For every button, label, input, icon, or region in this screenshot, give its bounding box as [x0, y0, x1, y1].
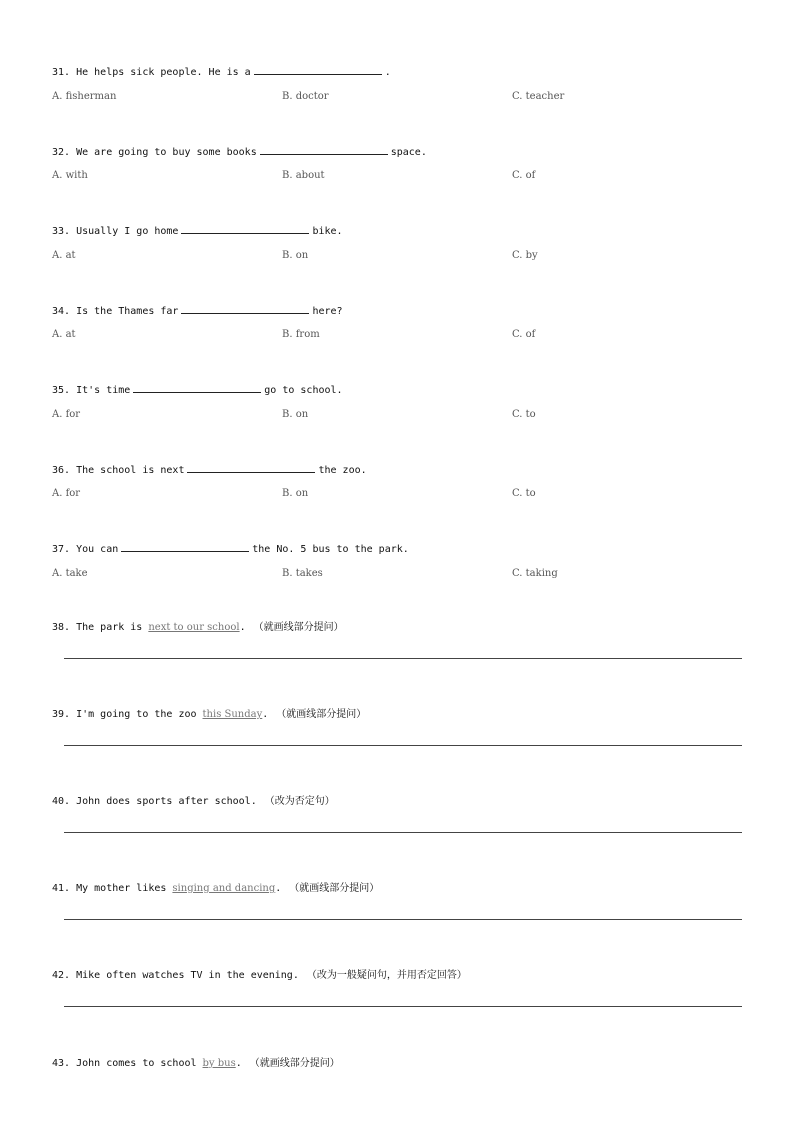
question-text: You can — [76, 544, 119, 555]
question-text: The park is — [76, 622, 149, 633]
question-text: It's time — [76, 385, 131, 396]
option-b[interactable]: B. about — [282, 170, 325, 181]
option-a[interactable]: A. fisherman — [52, 91, 117, 102]
answer-blank[interactable] — [254, 64, 382, 75]
option-c[interactable]: C. of — [512, 329, 536, 340]
question-40 — [52, 795, 335, 809]
underlined-part: singing and dancing — [172, 883, 276, 894]
answer-blank[interactable] — [181, 303, 309, 314]
question-text-after: space. — [390, 147, 427, 158]
question-text-after: . — [235, 1058, 242, 1069]
answer-blank[interactable] — [187, 462, 315, 473]
question-text: John does sports after school. — [76, 796, 257, 807]
question-34 — [52, 303, 343, 319]
question-number: 43. — [52, 1058, 71, 1069]
answer-blank[interactable] — [260, 144, 388, 155]
option-b[interactable]: B. on — [282, 250, 309, 261]
instruction: （就画线部分提问） — [249, 1058, 340, 1069]
question-text: He helps sick people. He is a — [76, 67, 251, 78]
option-c[interactable]: C. of — [512, 170, 536, 181]
question-number: 37. — [52, 544, 71, 555]
instruction: （就画线部分提问） — [253, 622, 344, 633]
answer-line[interactable] — [64, 832, 742, 833]
option-c[interactable]: C. to — [512, 409, 536, 420]
question-number: 32. — [52, 147, 71, 158]
underlined-part: this Sunday — [202, 709, 263, 720]
question-number: 33. — [52, 226, 71, 237]
option-a[interactable]: A. for — [52, 488, 81, 499]
question-42 — [52, 969, 467, 983]
option-b[interactable]: B. takes — [282, 568, 323, 579]
option-b[interactable]: B. on — [282, 409, 309, 420]
answer-blank[interactable] — [181, 223, 309, 234]
instruction: （改为否定句） — [264, 796, 335, 807]
question-text-after: bike. — [312, 226, 343, 237]
question-text: John comes to school — [76, 1058, 203, 1069]
option-b[interactable]: B. on — [282, 488, 309, 499]
question-text-after: . — [275, 883, 282, 894]
option-c[interactable]: C. taking — [512, 568, 558, 579]
option-a[interactable]: A. at — [52, 250, 76, 261]
question-number: 42. — [52, 970, 71, 981]
question-39 — [52, 708, 366, 722]
question-text: The school is next — [76, 465, 185, 476]
answer-blank[interactable] — [121, 541, 249, 552]
option-c[interactable]: C. to — [512, 488, 536, 499]
question-33 — [52, 223, 343, 239]
answer-line[interactable] — [64, 919, 742, 920]
question-text: Mike often watches TV in the evening. — [76, 970, 299, 981]
question-text: Usually I go home — [76, 226, 179, 237]
question-number: 35. — [52, 385, 71, 396]
question-36 — [52, 462, 367, 478]
question-number: 41. — [52, 883, 71, 894]
option-c[interactable]: C. teacher — [512, 91, 565, 102]
question-text: My mother likes — [76, 883, 173, 894]
option-b[interactable]: B. doctor — [282, 91, 329, 102]
question-38 — [52, 621, 344, 635]
question-number: 31. — [52, 67, 71, 78]
question-number: 38. — [52, 622, 71, 633]
question-31 — [52, 64, 391, 80]
question-text-after: the No. 5 bus to the park. — [252, 544, 409, 555]
answer-blank[interactable] — [133, 382, 261, 393]
question-32 — [52, 144, 427, 160]
answer-line[interactable] — [64, 1006, 742, 1007]
question-text-after: here? — [312, 306, 343, 317]
question-number: 36. — [52, 465, 71, 476]
underlined-part: next to our school — [148, 622, 240, 633]
instruction: （就画线部分提问） — [289, 883, 380, 894]
instruction: （就画线部分提问） — [276, 709, 367, 720]
question-35 — [52, 382, 343, 398]
question-text-after: . — [384, 67, 391, 78]
option-a[interactable]: A. take — [52, 568, 88, 579]
question-text-after: the zoo. — [318, 465, 367, 476]
question-text-after: go to school. — [264, 385, 343, 396]
underlined-part: by bus — [202, 1058, 236, 1069]
question-text-after: . — [239, 622, 246, 633]
option-c[interactable]: C. by — [512, 250, 538, 261]
option-a[interactable]: A. for — [52, 409, 81, 420]
question-number: 40. — [52, 796, 71, 807]
option-a[interactable]: A. with — [52, 170, 88, 181]
instruction: （改为一般疑问句，并用否定回答） — [306, 970, 467, 981]
question-43 — [52, 1057, 340, 1071]
question-number: 34. — [52, 306, 71, 317]
question-text: Is the Thames far — [76, 306, 179, 317]
question-37 — [52, 541, 409, 557]
question-text: We are going to buy some books — [76, 147, 257, 158]
question-text-after: . — [262, 709, 269, 720]
answer-line[interactable] — [64, 658, 742, 659]
answer-line[interactable] — [64, 745, 742, 746]
option-b[interactable]: B. from — [282, 329, 320, 340]
option-a[interactable]: A. at — [52, 329, 76, 340]
question-41 — [52, 882, 379, 896]
question-text: I'm going to the zoo — [76, 709, 203, 720]
question-number: 39. — [52, 709, 71, 720]
